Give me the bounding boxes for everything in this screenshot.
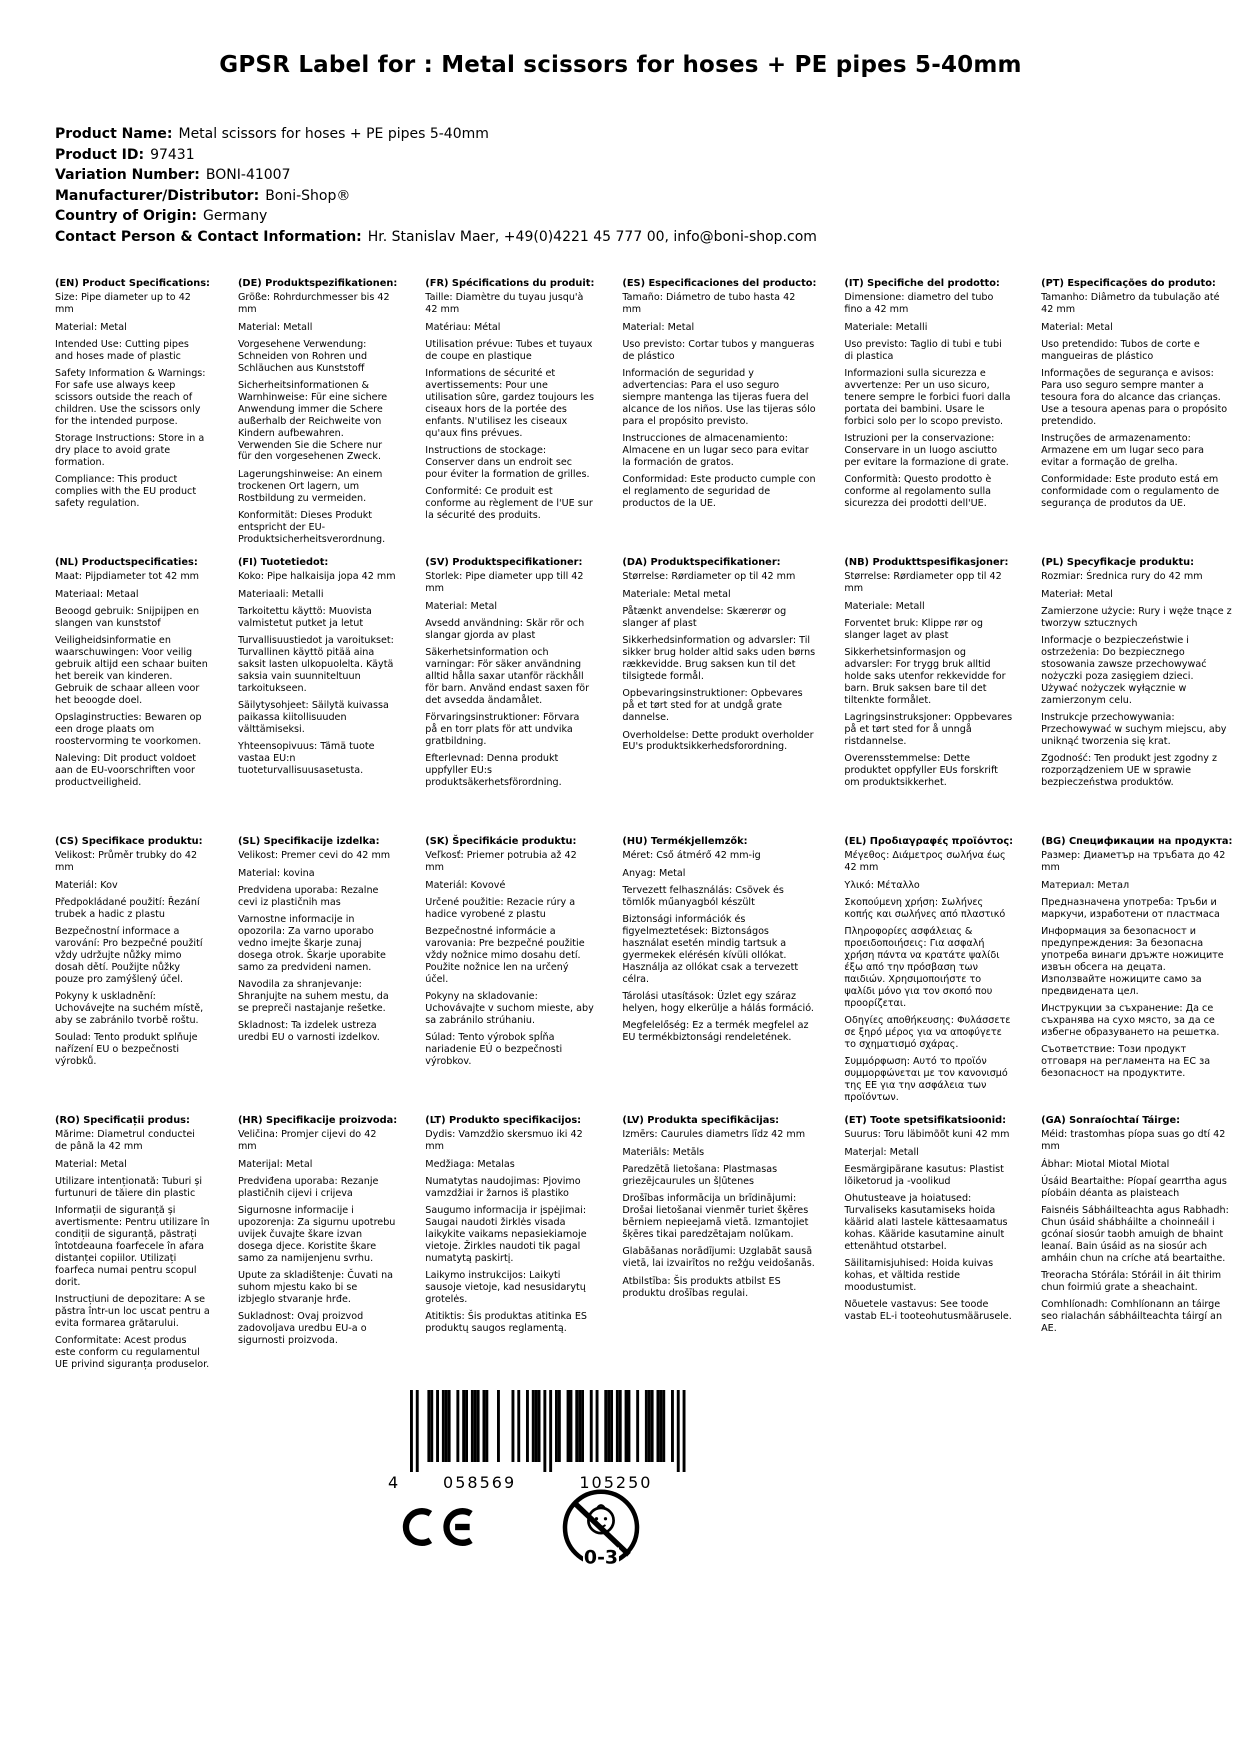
spec-paragraph: Určené použitie: Rezacie rúry a hadice vyrobené z plastu [425,896,576,920]
barcode-bar [543,1390,546,1472]
spec-paragraph: Conformitate: Acest produs este conform cu regulamentul UE privind siguranța produselor. [55,1335,210,1370]
barcode-bar [477,1390,480,1462]
spec-heading: (GA) Sonraíochtaí Táirge: [1041,1115,1181,1126]
spec-paragraph: Pokyny na skladovanie: Uchovávajte v suchom mieste, aby sa zabránilo strúhaniu. [425,991,594,1026]
spec-paragraph: Atitiktis: Šis produktas atitinka ES produktų saugos reglamentą. [425,1311,587,1335]
spec-heading: (FI) Tuotetiedot: [237,557,329,568]
spec-heading: (EL) Προδιαγραφές προϊόντος: [844,836,1014,847]
barcode-digits: 105250 [579,1473,653,1492]
spec-paragraph: Treoracha Stórála: Stóráil in áit thirim chun foirmiú grate a sheachaint. [1041,1270,1222,1294]
spec-block-et [844,1115,1029,1394]
spec-paragraph: Mărime: Diametrul conductei de până la 42 mm [55,1129,195,1153]
spec-block-nb [844,557,1029,836]
spec-paragraph: Soulad: Tento produkt splňuje nařízení EU o bezpečnosti výrobků. [55,1032,198,1068]
age-warning-0-3-icon [556,1486,646,1582]
spec-paragraph: Súlad: Tento výrobok spĺňa nariadenie EÚ o bezpečnosti výrobkov. [425,1032,563,1068]
field-value: Boni-Shop® [265,187,351,204]
barcode-bar [465,1390,468,1462]
spec-paragraph: Opslaginstructies: Bewaren op een droge plaats om roostervorming te voorkomen. [55,712,202,747]
spec-paragraph: Opbevaringsinstruktioner: Opbevares på et tørt sted for at undgå grate dannelse. [622,688,803,724]
spec-paragraph: Размер: Диаметър на тръбата до 42 mm [1041,850,1226,874]
spec-paragraph: Suurus: Toru läbimõõt kuni 42 mm [844,1129,1010,1141]
spec-paragraph: Safety Information & Warnings: For safe use always keep scissors outside the reach of children. Use the scissors only for the intended purpose. [55,368,206,427]
spec-paragraph: Säilytysohjeet: Säilytä kuivassa paikassa kiitollisuuden välttämiseksi. [237,700,389,736]
barcode-bar [549,1390,552,1472]
spec-paragraph: Efterlevnad: Denna produkt uppfyller EU:s produktsäkerhetsförordning. [425,753,562,789]
barcode-bar [442,1390,445,1462]
spec-paragraph: Instrucciones de almacenamiento: Almacene en un lugar seco para evitar la formación de gratos. [622,433,809,468]
ce-mark-icon [400,1497,476,1557]
barcode-bar [471,1390,474,1462]
spec-paragraph: Úsáid Beartaithe: Píopaí gearrtha agus píobáin déanta as plaisteach [1041,1175,1227,1199]
field-label: Manufacturer/Distributor: [55,187,260,204]
spec-paragraph: Instrukcje przechowywania: Przechowywać w suchym miejscu, aby uniknąć tworzenia się krat. [1041,712,1227,747]
spec-block-ro [55,1115,226,1394]
spec-paragraph: Beoogd gebruik: Snijpijpen en slangen van kunststof [55,606,200,629]
spec-paragraph: Σκοπούμενη χρήση: Σωλήνες κοπής και σωλήνες από πλαστικό [844,896,1006,920]
barcode-bar [575,1390,578,1462]
spec-paragraph: Medžiaga: Metalas [425,1158,515,1170]
barcode-bar [662,1390,665,1462]
spec-paragraph: Materiál: Kovové [425,879,506,891]
spec-paragraph: Material: Metal [1041,321,1113,333]
spec-paragraph: Informații de siguranță și avertismente: Pentru utilizare în condiții de siguranță, păstrați întotdeauna foarfecele în afara distanței copiilor. Utilizați foarfeca numai pentru scopul dorit. [55,1205,210,1288]
spec-paragraph: Uso previsto: Cortar tubos y mangueras de plástico [622,338,815,362]
spec-heading: (SV) Produktspecifikationer: [425,557,583,568]
spec-block-nl [55,557,226,836]
spec-paragraph: Koko: Pipe halkaisija jopa 42 mm [237,571,396,583]
field-label: Contact Person & Contact Information: [55,228,362,245]
barcode-bar [590,1390,593,1462]
spec-paragraph: Säilitamisjuhised: Hoida kuivas kohas, et vältida restide moodustumist. [844,1258,994,1294]
spec-paragraph: Lagerungshinweise: An einem trockenen Ort lagern, um Rostbildung zu vermeiden. [237,468,383,504]
spec-paragraph: Laikymo instrukcijos: Laikyti sausoje vietoje, kad nesusidarytų grotelės. [425,1270,586,1305]
barcode-bar [456,1390,459,1462]
barcode-bar [683,1390,686,1472]
spec-block-sk [425,836,610,1115]
spec-paragraph: Materiale: Metalli [844,321,928,333]
barcode-bar [604,1390,607,1462]
spec-heading: (SK) Špecifikácie produktu: [425,836,577,847]
spec-paragraph: Instructions de stockage: Conserver dans un endroit sec pour éviter la formation de grilles. [425,445,590,480]
spec-paragraph: Materiál: Kov [55,879,118,891]
spec-paragraph: Informations de sécurité et avertissements: Pour une utilisation sûre, gardez toujours les ciseaux hors de la portée des enfants. N'utilisez les ciseaux qu'aux fins prévues. [425,368,594,439]
barcode-bar [657,1390,660,1462]
spec-paragraph: Veličina: Promjer cijevi do 42 mm [237,1129,377,1153]
product-info [55,124,817,247]
barcode-bar [645,1390,648,1462]
barcode-bar [538,1390,541,1462]
spec-paragraph: Påtænkt anvendelse: Skærerør og slanger af plast [622,606,787,629]
spec-paragraph: Bezpečnostní informace a varování: Pro bezpečné použití vždy udržujte nůžky mimo dosah dětí. Použijte nůžky pouze pro zamýšlený účel. [55,926,203,985]
spec-paragraph: Materiaal: Metaal [55,588,139,600]
spec-paragraph: Overensstemmelse: Dette produktet oppfyller EUs forskrift om produktsikkerhet. [844,753,998,789]
spec-paragraph: Saugumo informacija ir įspėjimai: Saugai naudoti žirklės visada laikykite vaikams nepasiekiamoje vietoje. Žirkles naudoti tik pagal numatytą paskirtį. [425,1205,587,1264]
barcode-bar [410,1390,413,1472]
spec-block-sv [425,557,610,836]
spec-paragraph: Material: Metal [55,1158,127,1170]
spec-paragraph: Upute za skladištenje: Čuvati na suhom mjestu kako bi se izbjeglo stvaranje hrđe. [237,1270,394,1305]
spec-block-it [844,278,1029,557]
spec-paragraph: Méid: trastomhas píopa suas go dtí 42 mm [1041,1129,1226,1153]
spec-block-cs [55,836,226,1115]
spec-paragraph: Nõuetele vastavus: See toode vastab EL-i tooteohutusmäärusele. [844,1299,1012,1323]
field-label: Product Name: [55,126,173,142]
spec-heading: (LV) Produkta specifikācijas: [622,1115,780,1126]
spec-paragraph: Avsedd användning: Skär rör och slangar gjorda av plast [425,617,585,641]
spec-heading: (BG) Спецификации на продукта: [1041,836,1233,847]
spec-paragraph: Størrelse: Rørdiameter op til 42 mm [622,571,796,583]
spec-paragraph: Informazioni sulla sicurezza e avvertenze: Per un uso sicuro, tenere sempre le forbici fuori dalla portata dei bambini. Usare le forbici solo per lo scopo previsto. [844,368,1011,427]
spec-heading: (DE) Produktspezifikationen: [237,278,398,289]
spec-paragraph: Veiligheidsinformatie en waarschuwingen: Voor veilig gebruik altijd een schaar buiten het bereik van kinderen. Gebruik de schaar alleen voor het beoogde doel. [55,635,208,706]
spec-paragraph: Πληροφορίες ασφάλειας & προειδοποιήσεις: Για ασφαλή χρήση πάντα να κρατάτε ψαλίδι έξω από την πρόσβαση των παιδιών. Χρησιμοποιήστε το ψαλίδι μόνο για τον σκοπό που προορίζεται. [844,926,1000,1009]
page-title: GPSR Label for : Metal scissors for hoses + PE pipes 5-40mm [219,52,1022,78]
spec-heading: (PT) Especificações do produto: [1041,278,1216,289]
spec-block-hr [238,1115,413,1394]
spec-paragraph: Faisnéis Sábháilteachta agus Rabhadh: Chun úsáid shábháilte a choinneáil i gcónaí siosúr taobh amuigh de bhaint leanaí. Bain úsáid as na siosúr ach amháin chun na críche atá beartaithe. [1041,1205,1229,1264]
spec-paragraph: Materiale: Metall [844,600,925,612]
spec-paragraph: Υλικό: Μέταλλο [844,879,920,891]
barcode-bar [445,1390,448,1462]
spec-paragraph: Material: Metal [425,600,498,612]
field-value: BONI-41007 [205,167,291,183]
spec-heading: (EN) Product Specifications: [55,278,210,289]
spec-paragraph: Ohutusteave ja hoiatused: Turvaliseks kasutamiseks hoida käärid alati lastele kättesaamatus kohas. Kääride kasutamine ainult ettenähtud otstarbel. [844,1193,1008,1252]
barcode-bar [497,1390,500,1462]
spec-paragraph: Storage Instructions: Store in a dry place to avoid grate formation. [55,433,205,468]
spec-paragraph: Material: Metall [237,321,313,333]
spec-paragraph: Uso previsto: Taglio di tubi e tubi di plastica [844,338,1002,362]
spec-paragraph: Συμμόρφωση: Αυτό το προϊόν συμμορφώνεται με τον κανονισμό της ΕΕ για την ασφάλεια των προϊόντων. [844,1056,1008,1103]
spec-paragraph: Οδηγίες αποθήκευσης: Φυλάσσετε σε ξηρό μέρος για να αποφύγετε το σχηματισμό σχάρας. [844,1014,1011,1050]
spec-paragraph: Istruzioni per la conservazione: Conservare in un luogo asciutto per evitare la formazione di grate. [844,433,1009,468]
spec-block-es [622,278,832,557]
spec-paragraph: Materjal: Metall [844,1146,919,1158]
spec-heading: (FR) Spécifications du produit: [425,278,595,289]
spec-paragraph: Materiale: Metal metal [622,588,731,600]
product-info-field [55,145,817,166]
barcode-bar [416,1390,419,1472]
spec-paragraph: Varnostne informacije in opozorila: Za varno uporabo vedno imejte škarje zunaj dosega otrok. Škarje uporabite samo za predvideni namen. [237,914,386,973]
barcode-digits: 058569 [443,1473,517,1492]
spec-paragraph: Zgodność: Ten produkt jest zgodny z rozporządzeniem UE w sprawie bezpieczeństwa produktów. [1041,753,1218,789]
spec-block-en [55,278,226,557]
spec-paragraph: Sigurnosne informacije i upozorenja: Za sigurnu upotrebu uvijek čuvajte škare izvan dosega djece. Koristite škare samo za namijenjenu svrhu. [237,1205,396,1264]
spec-block-ga [1041,1115,1241,1394]
spec-paragraph: Tarkoitettu käyttö: Muovista valmistetut putket ja letut [237,606,372,629]
spec-paragraph: Storlek: Pipe diameter upp till 42 mm [425,571,584,595]
barcode-bar [558,1390,561,1462]
spec-paragraph: Utilisation prévue: Tubes et tuyaux de coupe en plastique [425,338,593,362]
spec-paragraph: Izmērs: Caurules diametrs līdz 42 mm [622,1129,806,1141]
spec-paragraph: Material: kovina [237,867,315,879]
spec-paragraph: Tamaño: Diámetro de tubo hasta 42 mm [622,292,796,316]
spec-paragraph: Utilizare intenționată: Tuburi și furtunuri de tăiere din plastic [55,1175,203,1199]
spec-grid [55,278,1233,1394]
spec-paragraph: Conformità: Questo prodotto è conforme al regolamento sulla sicurezza dei prodotti dell'UE. [844,474,992,510]
field-label: Product ID: [55,146,145,163]
spec-paragraph: Méret: Cső átmérő 42 mm-ig [622,850,761,862]
spec-block-el [844,836,1029,1115]
spec-paragraph: Lagringsinstruksjoner: Oppbevares på et tørt sted for å unngå ristdannelse. [844,712,1013,747]
spec-heading: (HR) Specifikacije proizvoda: [237,1115,398,1126]
barcode-digits: 4 [388,1473,401,1492]
spec-heading: (DA) Produktspecifikationer: [622,557,781,568]
spec-block-pt [1041,278,1241,557]
barcode-bar [651,1390,654,1462]
barcode-bar [555,1390,558,1462]
spec-block-fi [238,557,413,836]
spec-paragraph: Skladnost: Ta izdelek ustreza uredbi EU o varnosti izdelkov. [237,1020,380,1044]
spec-paragraph: Μέγεθος: Διάμετρος σωλήνα έως 42 mm [844,850,1006,874]
spec-heading: (PL) Specyfikacje produktu: [1041,557,1195,568]
spec-paragraph: Materiāls: Metāls [622,1146,705,1158]
spec-paragraph: Turvallisuustiedot ja varoitukset: Turvallinen käyttö pitää aina saksit lasten ulkopuolelta. Käytä saksia vain suunniteltuun tarkoitukseen. [237,635,394,694]
barcode-bar [628,1390,631,1462]
spec-heading: (ET) Toote spetsifikatsioonid: [844,1115,1007,1126]
barcode-bar [578,1390,581,1462]
spec-paragraph: Intended Use: Cutting pipes and hoses made of plastic [55,338,189,362]
spec-block-bg [1041,836,1241,1115]
spec-paragraph: Drošības informācija un brīdinājumi: Drošai lietošanai vienmēr turiet šķēres bērniem nepieejamā vietā. Izmantojiet šķēres tikai paredzētajam nolūkam. [622,1193,809,1240]
spec-paragraph: Informacje o bezpieczeństwie i ostrzeżenia: Do bezpiecznego stosowania zawsze przechowywać nożyczki poza zasięgiem dzieci. Używać nożyczek wyłącznie w zamierzonym celu. [1041,635,1207,706]
barcode-bar [671,1390,674,1462]
spec-paragraph: Anyag: Metal [622,867,686,879]
spec-paragraph: Instruções de armazenamento: Armazene em um lugar seco para evitar a formação de grelha. [1041,433,1205,468]
product-info-field [55,206,817,227]
field-value: Germany [203,208,268,224]
spec-paragraph: Predvidena uporaba: Rezalne cevi iz plastičnih mas [237,885,379,908]
spec-paragraph: Sukladnost: Ovaj proizvod zadovoljava uredbu EU-a o sigurnosti proizvoda. [237,1311,367,1347]
spec-paragraph: Информация за безопасност и предупреждения: За безопасна употреба винаги дръжте ножиците извън обсега на децата. Използвайте ножиците само за предвидената цел. [1041,926,1224,997]
spec-block-hu [622,836,832,1115]
barcode-bar [636,1390,639,1462]
product-info-field [55,165,817,186]
spec-paragraph: Yhteensopivuus: Tämä tuote vastaa EU:n tuoteturvallisuusasetusta. [237,741,375,777]
spec-paragraph: Bezpečnostné informácie a varovania: Pre bezpečné použitie vždy nožnice mimo dosahu detí. Použite nožnice len na určený účel. [425,926,585,985]
spec-paragraph: Conformité: Ce produit est conforme au règlement de l'UE sur la sécurité des produits. [425,486,593,521]
spec-paragraph: Sikkerhedsinformation og advarsler: Til sikker brug holder altid saks uden børns rækkevidde. Brug saksen kun til det tilsigtede formål. [622,635,816,682]
spec-paragraph: Información de seguridad y advertencias: Para el uso seguro siempre mantenga las tijeras fuera del alcance de los niños. Use las tijeras sólo para el propósito previsto. [622,368,816,427]
spec-heading: (ES) Especificaciones del producto: [622,278,817,289]
spec-paragraph: Materiaali: Metalli [237,588,324,600]
barcode-bar [677,1390,680,1472]
barcode-bar [517,1390,520,1462]
spec-heading: (HU) Termékjellemzők: [622,836,748,847]
spec-paragraph: Navodila za shranjevanje: Shranjujte na suhem mestu, da se prepreči nastajanje rešetke. [237,979,389,1015]
spec-paragraph: Velikost: Průměr trubky do 42 mm [55,850,198,874]
spec-block-lv [622,1115,832,1394]
spec-paragraph: Comhlíonadh: Comhlíonann an táirge seo rialachán sábháilteachta táirgí an AE. [1041,1299,1223,1335]
barcode-bar [512,1390,515,1462]
spec-paragraph: Overholdelse: Dette produkt overholder EU's produktsikkerhedsforordning. [622,729,814,753]
spec-paragraph: Compliance: This product complies with the EU product safety regulation. [55,474,197,510]
spec-paragraph: Material: Metal [55,321,127,333]
spec-paragraph: Dydis: Vamzdžio skersmuo iki 42 mm [425,1129,583,1153]
spec-paragraph: Инструкции за съхранение: Да се съхранява на сухо място, за да се избегне образуването на решетка. [1041,1003,1220,1038]
product-info-field [55,186,817,207]
spec-paragraph: Sikkerhetsinformasjon og advarsler: For trygg bruk alltid holde saks utenfor rekkevidde for barn. Bruk saksen bare til det tiltenkte formålet. [844,647,1006,706]
spec-paragraph: Instrucțiuni de depozitare: A se păstra într-un loc uscat pentru a evita formarea grătarului. [55,1293,210,1329]
spec-heading: (NB) Produkttspesifikasjoner: [844,557,1009,568]
field-value: Hr. Stanislav Maer, +49(0)4221 45 777 00, info@boni-shop.com [367,228,817,245]
spec-paragraph: Informações de segurança e avisos: Para uso seguro sempre manter a tesoura fora do alcance das crianças. Use a tesoura apenas para o propósito pretendido. [1041,368,1228,427]
spec-block-sl [238,836,413,1115]
barcode-bar [430,1390,433,1462]
product-info-field [55,227,817,248]
barcode-bar [436,1390,439,1462]
spec-paragraph: Größe: Rohrdurchmesser bis 42 mm [237,292,390,316]
ean13-barcode [386,1390,716,1494]
spec-paragraph: Maat: Pijpdiameter tot 42 mm [55,571,200,583]
spec-block-fr [425,278,610,557]
barcode-bar [532,1390,535,1462]
spec-heading: (CS) Specifikace produktu: [55,836,203,847]
barcode-bar [619,1390,622,1462]
spec-paragraph: Materiał: Metal [1041,588,1113,600]
spec-block-de [238,278,413,557]
spec-block-da [622,557,832,836]
spec-paragraph: Atbilstība: Šis produkts atbilst ES produktu drošības regulai. [622,1275,781,1299]
spec-paragraph: Taille: Diamètre du tuyau jusqu'à 42 mm [425,292,584,316]
spec-paragraph: Rozmiar: Średnica rury do 42 mm [1041,571,1203,583]
barcode-bar [625,1390,628,1462]
spec-paragraph: Предназначена употреба: Тръби и маркучи, изработени от пластмаса [1041,896,1220,920]
spec-paragraph: Zamierzone użycie: Rury i węże tnące z tworzyw sztucznych [1041,606,1232,629]
spec-paragraph: Dimensione: diametro del tubo fino a 42 mm [844,292,994,316]
barcode-bar [462,1390,465,1462]
spec-heading: (LT) Produkto specifikacijos: [425,1115,582,1126]
spec-paragraph: Glabāšanas norādījumi: Uzglabāt sausā vietā, lai izvairītos no režģu veidošanās. [622,1246,815,1270]
spec-paragraph: Matériau: Métal [425,321,501,333]
barcode-bar [610,1390,613,1462]
spec-heading: (IT) Specifiche del prodotto: [844,278,1000,289]
spec-paragraph: Předpokládané použití: Řezání trubek a hadic z plastu [55,896,200,920]
spec-paragraph: Pokyny k uskladnění: Uchovávejte na suchém místě, aby se zabránilo tvorbě roštu. [55,991,204,1026]
spec-paragraph: Veľkosť: Priemer potrubia až 42 mm [425,850,577,874]
spec-paragraph: Paredzētā lietošana: Plastmasas griezējcaurules un šļūtenes [622,1164,778,1187]
spec-paragraph: Materijal: Metal [237,1158,313,1170]
barcode-bar [483,1390,486,1462]
field-label: Country of Origin: [55,208,197,224]
spec-paragraph: Size: Pipe diameter up to 42 mm [55,292,191,316]
age-warning-label: 0-3 [583,1546,619,1569]
barcode-bar [607,1390,610,1462]
barcode-bar [659,1390,662,1462]
spec-paragraph: Biztonsági információk és figyelmeztetések: Biztonságos használat esetén mindig tartsuk a gyermekek elérésén kívüli ollókat. Használja az ollókat csak a tervezett célra. [622,914,799,985]
spec-paragraph: Förvaringsinstruktioner: Förvara på en torr plats för att undvika gratbildning. [425,712,580,747]
spec-block-pl [1041,557,1241,836]
spec-paragraph: Forventet bruk: Klippe rør og slanger laget av plast [844,617,984,641]
spec-paragraph: Tervezett felhasználás: Csövek és tömlők műanyagból készült [622,885,784,908]
spec-paragraph: Numatytas naudojimas: Pjovimo vamzdžiai ir žarnos iš plastiko [425,1175,581,1199]
barcode-bar [535,1390,538,1462]
spec-paragraph: Uso pretendido: Tubos de corte e mangueiras de plástico [1041,338,1200,362]
spec-paragraph: Conformidade: Este produto está em conformidade com o regulamento de segurança de produtos da UE. [1041,474,1220,510]
spec-paragraph: Velikost: Premer cevi do 42 mm [237,850,391,862]
barcode-bar [581,1390,584,1462]
field-label: Variation Number: [55,167,200,183]
barcode-bar [485,1390,488,1462]
spec-paragraph: Naleving: Dit product voldoet aan de EU-voorschriften voor productveiligheid. [55,753,197,789]
barcode-bar [448,1390,451,1462]
spec-paragraph: Material: Metal [622,321,695,333]
spec-paragraph: Sicherheitsinformationen & Warnhinweise: Für eine sichere Anwendung immer die Schere außerhalb der Reichweite von Kindern aufbewahren. Verwenden Sie die Schere nur für den vorgesehenen Zweck. [237,380,388,463]
spec-paragraph: Vorgesehene Verwendung: Schneiden von Rohren und Schläuchen aus Kunststoff [237,338,368,374]
spec-heading: (SL) Specifikacije izdelka: [237,836,380,847]
barcode-bar [596,1390,599,1462]
field-value: Metal scissors for hoses + PE pipes 5-40mm [178,126,489,142]
spec-paragraph: Съответствие: Този продукт отговаря на регламента на ЕС за безопасност на продуктите. [1041,1044,1211,1079]
barcode-bar [567,1390,570,1462]
spec-paragraph: Tárolási utasítások: Üzlet egy száraz helyen, hogy elkerülje a hálás formáció. [622,991,814,1015]
product-info-field [55,124,817,145]
spec-paragraph: Tamanho: Diâmetro da tubulação até 42 mm [1041,292,1220,316]
spec-paragraph: Predviđena uporaba: Rezanje plastičnih cijevi i crijeva [237,1175,379,1199]
spec-paragraph: Megfelelőség: Ez a termék megfelel az EU termékbiztonsági rendeletének. [622,1020,809,1044]
spec-heading: (NL) Productspecificaties: [55,557,198,568]
spec-paragraph: Konformität: Dieses Produkt entspricht der EU-Produktsicherheitsverordnung. [237,509,386,545]
spec-paragraph: Eesmärgipärane kasutus: Plastist lõiketorud ja -voolikud [844,1164,1004,1187]
spec-paragraph: Материал: Метал [1041,879,1130,891]
spec-paragraph: Ábhar: Miotal Miotal Miotal [1041,1158,1170,1170]
spec-paragraph: Størrelse: Rørdiameter opp til 42 mm [844,571,1002,595]
barcode-bar [427,1390,430,1462]
barcode-bar [474,1390,477,1462]
spec-block-lt [425,1115,610,1394]
spec-paragraph: Säkerhetsinformation och varningar: För säker användning alltid hålla saxar utanför räckhåll för barn. Använd endast saxen för det avsedda ändamålet. [425,647,590,706]
field-value: 97431 [150,146,195,163]
spec-heading: (RO) Specificații produs: [55,1115,190,1126]
barcode-bar [648,1390,651,1462]
barcode-bar [616,1390,619,1462]
barcode-bar [526,1390,529,1462]
barcode-bar [570,1390,573,1462]
spec-paragraph: Conformidad: Este producto cumple con el reglamento de seguridad de productos de la UE. [622,474,816,510]
